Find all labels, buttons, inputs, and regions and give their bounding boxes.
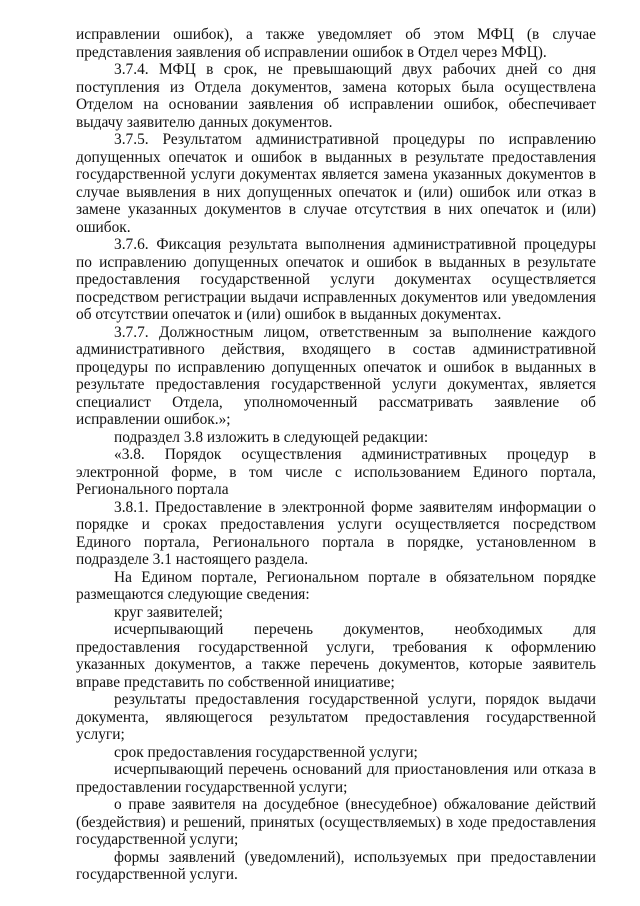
list-item: о праве заявителя на досудебное (внесудебное) обжалование действий (бездействия) и решений, принятых (осуществляемых) в ходе предоставления государственной услуги; <box>76 796 596 848</box>
document-page <box>76 26 596 884</box>
section-heading-3-8: «3.8. Порядок осуществления административных процедур в электронной форме, в том числе с использованием Единого портала, Регионального портала <box>76 446 596 498</box>
paragraph-3-7-6: 3.7.6. Фиксация результата выполнения административной процедуры по исправлению допущенных опечаток и ошибок в выданных в результате предоставления государственной услуги документах осуществляется посредством регистрации выдачи исправленных документов или уведомления об отсутствии опечаток и (или) ошибок в выданных документах. <box>76 236 596 323</box>
list-item: формы заявлений (уведомлений), используемых при предоставлении государственной услуги. <box>76 848 596 883</box>
paragraph: На Едином портале, Региональном портале в обязательном порядке размещаются следующие сведения: <box>76 568 596 603</box>
paragraph: исправлении ошибок), а также уведомляет об этом МФЦ (в случае представления заявления об исправлении ошибок в Отдел через МФЦ). <box>76 26 596 61</box>
list-item: результаты предоставления государственной услуги, порядок выдачи документа, являющегося результатом предоставления государственной услуги; <box>76 691 596 743</box>
list-item: исчерпывающий перечень документов, необходимых для предоставления государственной услуги, требования к оформлению указанных документов, а также перечень документов, которые заявитель вправе представить по собственной инициативе; <box>76 621 596 691</box>
list-item: срок предоставления государственной услуги; <box>114 743 418 761</box>
paragraph-3-8-1: 3.8.1. Предоставление в электронной форме заявителям информации о порядке и сроках предоставления услуги осуществляется посредством Единого портала, Регионального портала в порядке, установленном в подразделе 3.1 настоящего раздела. <box>76 498 596 568</box>
paragraph-3-7-4: 3.7.4. МФЦ в срок, не превышающий двух рабочих дней со дня поступления из Отдела документов, замена которых была осуществлена Отделом на основании заявления об исправлении ошибок, обеспечивает выдачу заявителю данных документов. <box>76 61 596 131</box>
list-item: круг заявителей; <box>114 603 223 621</box>
paragraph-3-7-5: 3.7.5. Результатом административной процедуры по исправлению допущенных опечаток и ошибок в выданных в результате предоставления государственной услуги документах является замена указанных документов в случае выявления в них допущенных опечаток и (или) ошибок или отказ в замене указанных документов в случае отсутствия в них опечаток и (или) ошибок. <box>76 131 596 236</box>
list-item: исчерпывающий перечень оснований для приостановления или отказа в предоставлении государственной услуги; <box>76 761 596 796</box>
paragraph-3-7-7: 3.7.7. Должностным лицом, ответственным за выполнение каждого административного действия, входящего в состав административной процедуры по исправлению допущенных опечаток и ошибок в выданных в результате предоставления государственной услуги документах, является специалист Отдела, уполномоченный рассматривать заявление об исправлении ошибок.»; <box>76 323 596 428</box>
paragraph-subsection-instruction: подраздел 3.8 изложить в следующей редакции: <box>114 428 429 446</box>
